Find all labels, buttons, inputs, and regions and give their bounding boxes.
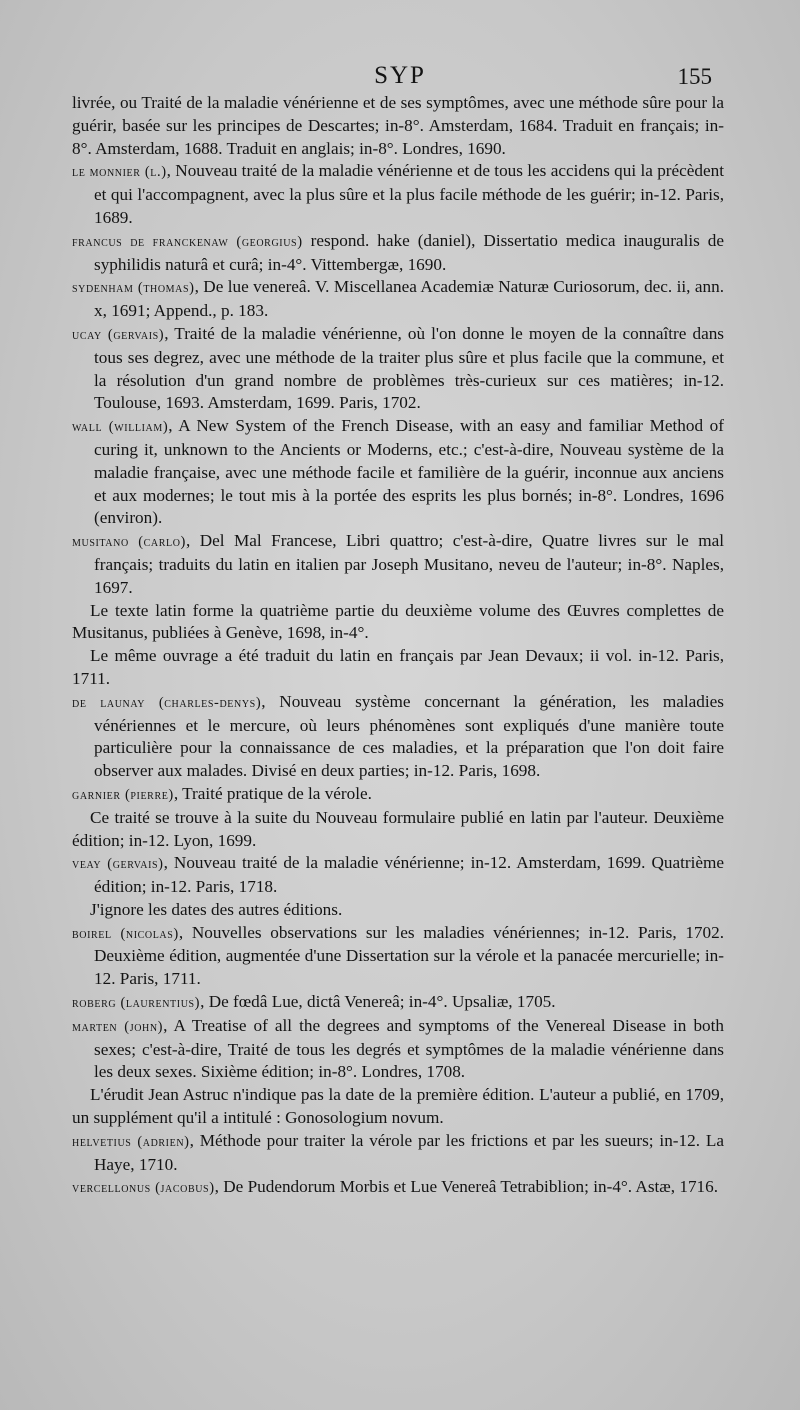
note-musitano-2: Le même ouvrage a été traduit du latin en français par Jean Devaux; ii vol. in-12. Paris, 1711. (72, 646, 724, 688)
entry-musitano: musitano (carlo), Del Mal Francese, Libri quattro; c'est-à-dire, Quatre livres sur le mal français; traduits du latin en italien par Joseph Musitano, neveu de l'auteur; in-8°. Naples, 1697. (72, 531, 724, 597)
author-name: wall (72, 419, 103, 436)
author-given: (john) (124, 1018, 164, 1035)
author-name: francus de franckenaw (72, 233, 229, 250)
author-name: marten (72, 1018, 118, 1035)
entry-ucay: ucay (gervais), Traité de la maladie vénérienne, où l'on donne le moyen de la connaître dans tous ses degrez, avec une méthode de la traiter plus sûre et plus facile que la commune, et la résolution d'un grand nombre de problèmes très-curieux sur ces matières; in-12. Toulouse, 1693. Amsterdam, 1699. Paris, 1702. (72, 323, 724, 413)
entry-wall: wall (william), A New System of the French Disease, with an easy and familiar Method of curing it, unknown to the Ancients or Moderns, etc.; c'est-à-dire, Nouveau système de la maladie française, avec une méthode facile et familière de la guérir, inconnue aux anciens et aux modernes; le tout mis à la portée des esprits les plus bornés; in-8°. Londres, 1696 (environ). (72, 416, 724, 528)
note-veay: J'ignore les dates des autres éditions. (90, 899, 343, 919)
author-given: (georgius) (236, 233, 303, 250)
note-garnier: Ce traité se trouve à la suite du Nouveau formulaire publié en latin par l'auteur. Deuxième édition; in-12. Lyon, 1699. (72, 807, 724, 850)
entry-de-launay: de launay (charles-denys), Nouveau système concernant la génération, les maladies vénériennes et le mercure, où leurs phénomènes sont expliqués d'une manière toute particulière pour la connaissance de ces maladies, et la préparation que l'on doit faire observer aux malades. Divisé en deux parties; in-12. Paris, 1698. (72, 691, 724, 781)
author-name: helvetius (72, 1133, 132, 1150)
page-number: 155 (677, 64, 712, 89)
author-name: sydenham (72, 280, 134, 297)
author-name: de launay (72, 694, 146, 711)
entry-francus: francus de franckenaw (georgius) respond. hake (daniel), Dissertatio medica inauguralis de syphilidis naturâ et curâ; in-4°. Vittembergæ, 1690. (72, 230, 724, 274)
author-name: vercellonus (72, 1180, 151, 1197)
entry-le-monnier: le monnier (l.), Nouveau traité de la maladie vénérienne et de tous les accidens qui la précèdent et qui l'accompagnent, avec la plus sûre et la plus facile méthode de les guérir; in-12. Paris, 1689. (72, 161, 724, 227)
author-given: (gervais) (107, 856, 164, 873)
author-given: (charles-denys) (158, 694, 262, 711)
running-head: SYP (374, 62, 426, 89)
entry-sydenham: sydenham (thomas), De lue venereâ. V. Miscellanea Academiæ Naturæ Curiosorum, dec. ii, ann. x, 1691; Append., p. 183. (72, 277, 724, 321)
author-name: garnier (72, 786, 121, 803)
entry-veay: veay (gervais), Nouveau traité de la maladie vénérienne; in-12. Amsterdam, 1699. Quatrième édition; in-12. Paris, 1718. (72, 853, 724, 897)
author-given: (carlo) (138, 534, 186, 551)
note-musitano-1: Le texte latin forme la quatrième partie du deuxième volume des Œuvres complettes de Musitanus, publiées à Genève, 1698, in-4°. (72, 600, 724, 643)
entry-vercellonus: vercellonus (jacobus), De Pudendorum Morbis et Lue Venereâ Tetrabiblion; in-4°. Astæ, 1716. (72, 1177, 719, 1197)
author-name: le monnier (72, 164, 141, 181)
author-given: (l.) (144, 164, 167, 181)
author-name: ucay (72, 326, 102, 343)
author-given: (nicolas) (120, 925, 179, 942)
author-given: (william) (108, 419, 169, 436)
entry-garnier: garnier (pierre), Traité pratique de la vérole. (72, 783, 372, 803)
entry-marten: marten (john), A Treatise of all the degrees and symptoms of the Venereal Disease in both sexes; c'est-à-dire, Traité de tous les degrés et symptômes de la maladie vénérienne dans les deux sexes. Sixième édition; in-8°. Londres, 1708. (72, 1015, 724, 1082)
bibliography-text (72, 92, 724, 1200)
author-given: (laurentius) (120, 995, 201, 1012)
entry-helvetius: helvetius (adrien), Méthode pour traiter la vérole par les frictions et par les sueurs; in-12. La Haye, 1710. (72, 1130, 724, 1174)
author-given: (gervais) (107, 326, 165, 343)
author-given: (pierre) (124, 786, 174, 803)
author-name: musitano (72, 534, 129, 551)
entry-boirel: boirel (nicolas), Nouvelles observations sur les maladies vénériennes; in-12. Paris, 1702. Deuxième édition, augmentée d'une Dissertation sur la vérole et la panacée mercurielle; in-12. Paris, 1711. (72, 922, 725, 989)
author-name: boirel (72, 925, 112, 942)
entry-roberg: roberg (laurentius), De fœdâ Lue, dictâ Venereâ; in-4°. Upsaliæ, 1705. (72, 992, 556, 1012)
author-given: (jacobus) (155, 1180, 215, 1197)
author-given: (thomas) (137, 280, 195, 297)
author-given: (adrien) (137, 1133, 190, 1150)
continued-entry: livrée, ou Traité de la maladie vénérienne et de ses symptômes, avec une méthode sûre pour la guérir, basée sur les principes de Descartes; in-8°. Amsterdam, 1684. Traduit en français; in-8°. Amsterdam, 1688. Traduit en anglais; in-8°. Londres, 1690. (72, 93, 724, 158)
author-name: roberg (72, 995, 117, 1012)
author-name: veay (72, 856, 102, 873)
note-marten: L'érudit Jean Astruc n'indique pas la date de la première édition. L'auteur a publié, en 1709, un supplément qu'il a intitulé : Gonosologium novum. (72, 1085, 724, 1128)
